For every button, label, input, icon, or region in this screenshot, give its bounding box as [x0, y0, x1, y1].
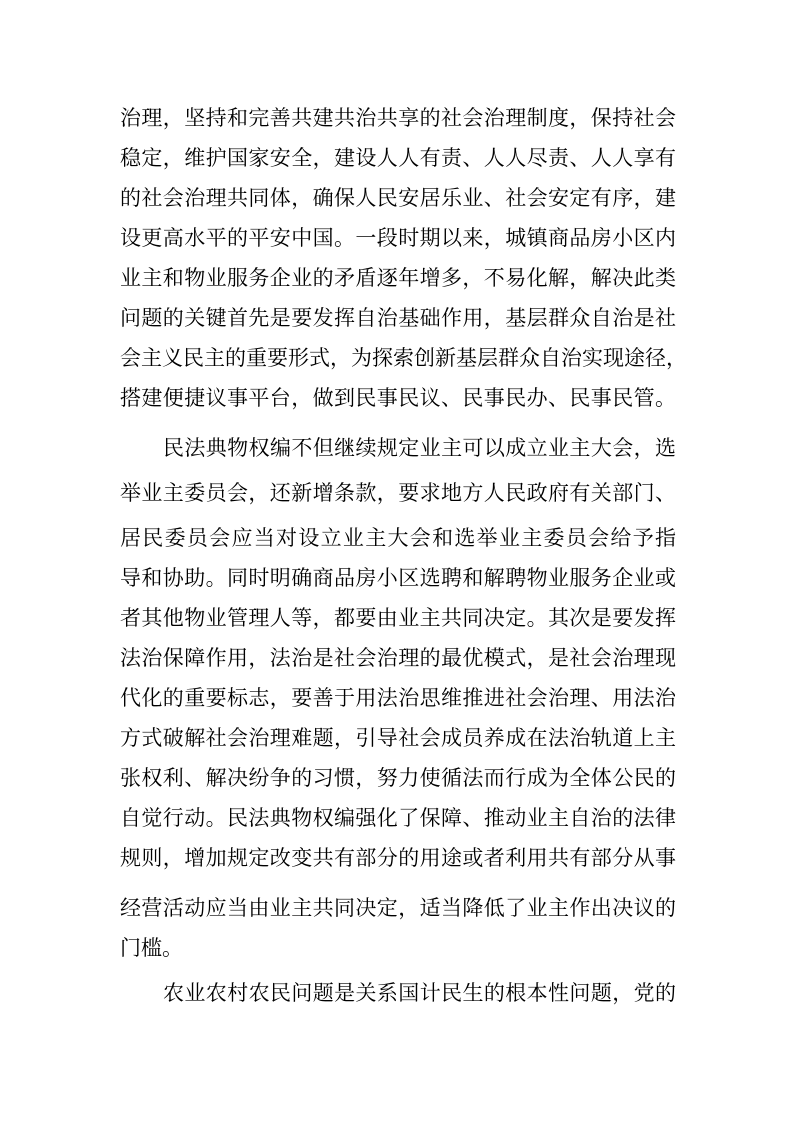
paragraph-1-line-5: 业主和物业服务企业的矛盾逐年增多，不易化解，解决此类	[120, 266, 676, 290]
paragraph-1-line-7: 会主义民主的重要形式，为探索创新基层群众自治实现途径，	[120, 346, 687, 370]
paragraph-1-line-4: 设更高水平的平安中国。一段时期以来，城镇商品房小区内	[120, 226, 676, 250]
paragraph-2-line-12: 经营活动应当由业主共同决定，适当降低了业主作出决议的	[120, 896, 676, 920]
paragraph-1-line-8: 搭建便捷议事平台，做到民事民议、民事民办、民事民管。	[120, 386, 676, 410]
paragraph-1-line-1: 治理，坚持和完善共建共治共享的社会治理制度，保持社会	[120, 106, 676, 130]
paragraph-2-line-9: 张权利、解决纷争的习惯，努力使循法而行成为全体公民的	[120, 766, 676, 790]
paragraph-2-line-2: 举业主委员会，还新增条款，要求地方人民政府有关部门、	[120, 481, 676, 505]
paragraph-1-line-3: 的社会治理共同体，确保人民安居乐业、社会安定有序，建	[120, 186, 676, 210]
paragraph-2-line-7: 代化的重要标志，要善于用法治思维推进社会治理、用法治	[120, 686, 676, 710]
paragraph-2-line-13: 门槛。	[120, 936, 183, 960]
paragraph-2-line-8: 方式破解社会治理难题，引导社会成员养成在法治轨道上主	[120, 726, 676, 750]
paragraph-2-line-1: 民法典物权编不但继续规定业主可以成立业主大会，选	[163, 436, 676, 460]
paragraph-2-line-10: 自觉行动。民法典物权编强化了保障、推动业主自治的法律	[120, 806, 676, 830]
paragraph-2-line-4: 导和协助。同时明确商品房小区选聘和解聘物业服务企业或	[120, 566, 676, 590]
paragraph-2-line-6: 法治保障作用，法治是社会治理的最优模式，是社会治理现	[120, 646, 676, 670]
paragraph-2-line-11: 规则，增加规定改变共有部分的用途或者利用共有部分从事	[120, 846, 676, 870]
paragraph-1-line-6: 问题的关键首先是要发挥自治基础作用，基层群众自治是社	[120, 306, 676, 330]
paragraph-3-line-1: 农业农村农民问题是关系国计民生的根本性问题，党的	[163, 981, 676, 1005]
paragraph-2-line-5: 者其他物业管理人等，都要由业主共同决定。其次是要发挥	[120, 606, 676, 630]
paragraph-2-line-3: 居民委员会应当对设立业主大会和选举业主委员会给予指	[120, 526, 676, 550]
paragraph-1-line-2: 稳定，维护国家安全，建设人人有责、人人尽责、人人享有	[120, 146, 676, 170]
